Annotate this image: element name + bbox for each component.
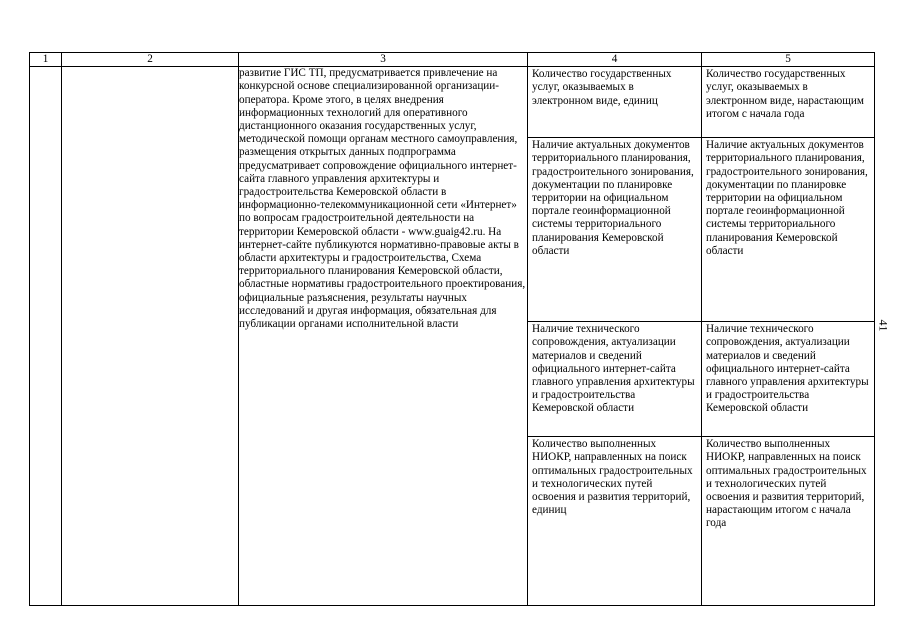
header-row bbox=[30, 53, 875, 67]
indicator-5-2: Наличие актуальных документов территориального планирования, градостроительного зонирования, документации по планировке территории на официальном портале геоинформационной системы территориального планирования Кемеровской области bbox=[702, 138, 874, 322]
page-number: 41 bbox=[876, 319, 891, 332]
header-col-4: 4 bbox=[528, 53, 702, 67]
cell-col-1 bbox=[30, 67, 62, 606]
cell-col-4 bbox=[528, 67, 702, 606]
indicator-5-4: Количество выполненных НИОКР, направленных на поиск оптимальных градостроительных и технологических путей освоения и развития территорий, нарастающим итогом с начала года bbox=[706, 438, 867, 530]
indicator-5-3: Наличие технического сопровождения, актуализации материалов и сведений официального интернет-сайта главного управления архитектуры и градостроительства Кемеровской области bbox=[702, 322, 874, 437]
header-col-1: 1 bbox=[30, 53, 62, 67]
cell-col-5 bbox=[702, 67, 875, 606]
indicator-5-1: Количество государственных услуг, оказываемых в электронном виде, нарастающим итогом с начала года bbox=[702, 67, 874, 138]
cell-col-3-description: развитие ГИС ТП, предусматривается привлечение на конкурсной основе специализированной организации-оператора. Кроме этого, в целях внедрения информационных технологий для оперативного дистанционного оказания государственных услуг, методической помощи органам местного самоуправления, размещения открытых данных подпрограмма предусматривает сопровождение официального интернет-сайта главного управления архитектуры и градостроительства Кемеровской области в информационно-телекоммуникационной сети «Интернет» по вопросам градостроительной деятельности на территории Кемеровской области - www.guaig42.ru. На интернет-сайте публикуются нормативно-правовые акты в области архитектуры и градостроительства, Схема территориального планирования Кемеровской области, областные нормативы градостроительного проектирования, официальные разъяснения, результаты научных исследований и другая информация, обязательная для публикации органами исполнительной власти bbox=[239, 67, 528, 606]
indicator-4-2: Наличие актуальных документов территориального планирования, градостроительного зонирования, документации по планировке территории на официальном портале геоинформационной системы территориального планирования Кемеровской области bbox=[528, 138, 701, 322]
indicator-4-3: Наличие технического сопровождения, актуализации материалов и сведений официального интернет-сайта главного управления архитектуры и градостроительства Кемеровской области bbox=[528, 322, 701, 437]
cell-col-2 bbox=[62, 67, 239, 606]
header-col-5: 5 bbox=[702, 53, 875, 67]
header-col-2: 2 bbox=[62, 53, 239, 67]
header-col-3: 3 bbox=[239, 53, 528, 67]
content-row bbox=[30, 67, 875, 606]
indicator-4-4: Количество выполненных НИОКР, направленных на поиск оптимальных градостроительных и технологических путей освоения и развития территорий, единиц bbox=[532, 438, 693, 517]
indicator-4-1: Количество государственных услуг, оказываемых в электронном виде, единиц bbox=[528, 67, 701, 138]
document-table bbox=[29, 52, 875, 606]
